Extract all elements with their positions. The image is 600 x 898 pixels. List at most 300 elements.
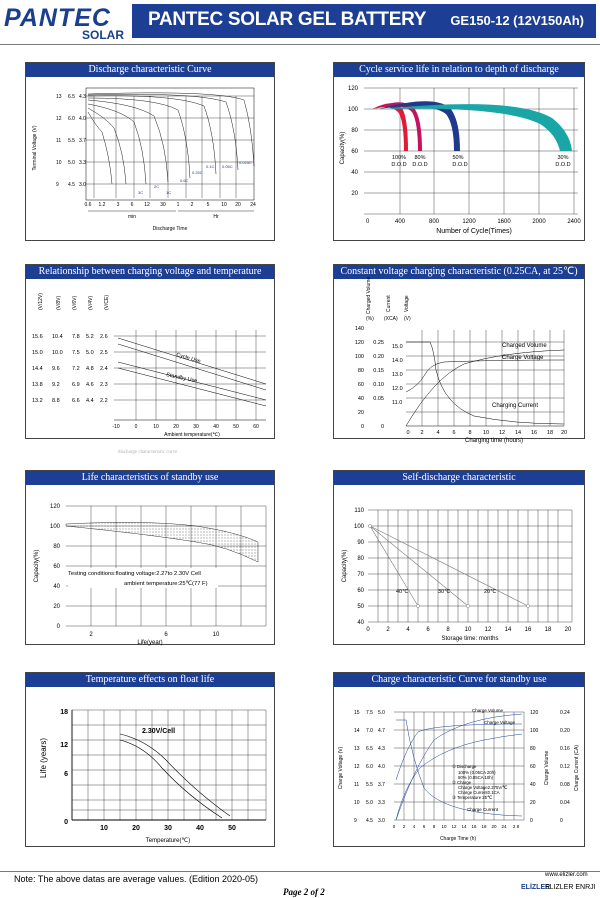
panel-constant-voltage <box>333 264 585 444</box>
ccv-volt-tick: 14.0 <box>392 358 403 364</box>
ccv-vol-tick: 140 <box>354 326 364 332</box>
discharge-min-label: min <box>127 214 137 220</box>
sd-ytick: 80 <box>357 556 364 562</box>
sd-ytick: 90 <box>357 540 364 546</box>
standby-band <box>66 522 258 562</box>
sc-ylabel-left: Charge Voltage (V) <box>338 746 344 790</box>
self-discharge-chart <box>334 486 584 644</box>
cycle-dod-pct: 30% <box>557 155 569 161</box>
ccv-xticks <box>406 430 567 436</box>
discharge-ytick: 4.0 <box>79 116 86 122</box>
cycle-xlabel: Number of Cycle(Times) <box>436 228 512 235</box>
sc-legend-line: ③ Temperature 25℃ <box>452 795 492 800</box>
sc-xtick: 20 <box>491 824 497 829</box>
float-life-chart <box>26 688 274 846</box>
sd-line-30 <box>370 526 468 606</box>
standby-ytick: 80 <box>53 544 60 550</box>
sc-lbl-current: Charge Current <box>467 807 499 812</box>
cycle-xtick: 2000 <box>532 219 546 225</box>
discharge-ytick: 5.5 <box>68 138 75 144</box>
ccv-volt-tick: 15.0 <box>392 344 403 350</box>
discharge-ytick: 10 <box>56 160 62 166</box>
cycle-dod-pct: 50% <box>452 155 464 161</box>
sc-xtick: 2 8 <box>512 824 520 829</box>
discharge-chart <box>26 78 274 240</box>
cycle-dod-text: D.O.D <box>452 162 468 168</box>
cv-xtick: 0 <box>134 424 138 430</box>
ccv-unit: (%) <box>366 316 374 322</box>
discharge-ytick: 12 <box>56 116 62 122</box>
discharge-ytick: 5.0 <box>68 160 75 166</box>
sd-xtick: 16 <box>524 627 532 633</box>
cycle-ytick: 40 <box>351 170 358 176</box>
cv-col-head: (V/12V) <box>38 293 44 310</box>
discharge-ytick: 3.0 <box>79 182 86 188</box>
ccv-cur-tick: 0.10 <box>373 382 384 388</box>
ccv-xtick: 2 <box>420 430 424 436</box>
discharge-curve <box>88 112 112 184</box>
cv-xtick: 60 <box>253 424 259 430</box>
ccv-volt-tick: 12.0 <box>392 386 403 392</box>
sc-cur-tick: 0 <box>560 818 563 824</box>
cv-cell: 15.0 <box>32 350 43 356</box>
sc-legend-line: Charge Current0.1CA <box>458 790 500 795</box>
panel-discharge <box>25 62 275 241</box>
cycle-ytick: 60 <box>351 149 358 155</box>
discharge-xtick: 1 <box>176 202 180 208</box>
sc-xtick: 8 <box>432 824 436 829</box>
sc-vol-tick: 120 <box>530 710 539 716</box>
ccv-vol-ticks <box>355 326 364 430</box>
sd-xtick: 18 <box>544 627 552 633</box>
brand-logo <box>4 4 126 40</box>
footer-brand-logo: ELİZLER <box>521 884 551 891</box>
sd-ytick: 100 <box>353 524 364 530</box>
cv-xticks <box>112 424 259 430</box>
cycle-xtick: 1200 <box>462 219 476 225</box>
panel-title: Self-discharge characteristic <box>334 471 584 485</box>
sc-left-tick: 3.3 <box>378 800 385 806</box>
ccv-cur-tick: 0.15 <box>373 368 384 374</box>
fl-xlabel: Temperature(℃) <box>145 838 191 844</box>
sc-lbl-voltage: Charge Voltage <box>484 720 516 725</box>
discharge-curve <box>88 94 238 170</box>
discharge-xtick: 20 <box>235 202 241 208</box>
ccv-xlabel: Charging time (hours) <box>464 438 524 444</box>
sc-left-tick: 6.5 <box>366 746 373 752</box>
footer-note: Note: The above datas are average values. (Edition 2020-05) <box>14 874 258 884</box>
sc-left-tick: 6.0 <box>366 764 373 770</box>
discharge-xticks <box>85 202 256 208</box>
standby-ytick: 0 <box>56 624 60 630</box>
sc-legend-line: 50% (0.05CA 10h) <box>458 775 494 780</box>
cv-cell: 2.4 <box>100 366 108 372</box>
ccv-cur-tick: 0.20 <box>373 354 384 360</box>
sc-cur-tick: 0.12 <box>560 764 570 770</box>
discharge-ytick: 6.5 <box>68 94 75 100</box>
fl-grid <box>72 710 266 820</box>
cv-cell: 7.5 <box>72 350 80 356</box>
page-number: Page 2 of 2 <box>283 887 325 897</box>
sc-xtick: 24 <box>501 824 507 829</box>
standby-ytick: 120 <box>49 504 60 510</box>
cv-cell: 13.8 <box>32 382 43 388</box>
fl-curves <box>120 734 230 818</box>
sd-temp-label: 40℃ <box>396 589 409 595</box>
sd-xtick: 6 <box>426 627 430 633</box>
cv-cell: 8.8 <box>52 398 60 404</box>
cycle-dod-text: D.O.D <box>412 162 428 168</box>
cv-col-heads <box>38 293 110 310</box>
sc-xtick: 10 <box>441 824 447 829</box>
sc-legend <box>452 764 507 800</box>
sd-temp-label: 20℃ <box>484 589 497 595</box>
sd-xlabel: Storage time: months <box>441 636 499 642</box>
sc-left-ticks <box>354 710 385 824</box>
sc-cur-tick: 0.08 <box>560 782 570 788</box>
cycle-xtick: 800 <box>428 219 440 225</box>
cv-cell: 6.9 <box>72 382 80 388</box>
standby-xtick: 6 <box>164 632 168 638</box>
cv-cell: 4.4 <box>86 398 94 404</box>
panel-title: Cycle service life in relation to depth of discharge <box>334 63 584 77</box>
cycle-ytick: 80 <box>351 128 358 134</box>
sc-vol-tick: 100 <box>530 728 539 734</box>
header-bar <box>132 4 596 38</box>
sd-yticks <box>354 508 365 626</box>
sd-grid <box>368 510 572 622</box>
standby-ytick: 60 <box>53 564 60 570</box>
discharge-yticks <box>56 94 86 188</box>
sc-left-tick: 15 <box>354 710 360 716</box>
ccv-xtick: 0 <box>406 430 410 436</box>
panel-title: Life characteristics of standby use <box>26 471 274 485</box>
discharge-ytick: 3.3 <box>79 160 86 166</box>
sd-xticks <box>366 627 572 633</box>
ccv-cur-tick: 0.25 <box>373 340 384 346</box>
sc-xtick: 12 <box>451 824 457 829</box>
discharge-ytick: 6.0 <box>68 116 75 122</box>
discharge-xtick: 0.6 <box>84 202 92 208</box>
fl-xtick: 10 <box>100 825 108 832</box>
cycle-dod-pct: 100% <box>391 155 407 161</box>
discharge-curve-label: 2C <box>154 184 160 189</box>
cv-cell: 4.6 <box>86 382 94 388</box>
sc-legend-line: 100% (0.05CA 20h) <box>458 770 496 775</box>
standby-ytick: 100 <box>49 524 60 530</box>
sc-cur-tick: 0.04 <box>560 800 570 806</box>
discharge-ytick: 4.3 <box>79 94 86 100</box>
ccv-lbl-current: Charging Current <box>492 403 539 409</box>
discharge-xtick: 5 <box>206 202 210 208</box>
panel-title: Charge characteristic Curve for standby use <box>334 673 584 687</box>
ccv-vol-tick: 20 <box>357 410 364 416</box>
sc-legend-line: Charge Voltage2.275V/℃ <box>458 785 508 790</box>
footer-divider <box>0 871 600 872</box>
ccv-vol-tick: 40 <box>357 396 364 402</box>
sc-cur-ticks <box>560 710 570 824</box>
sd-ytick: 70 <box>357 572 364 578</box>
standby-ytick: 40 <box>53 584 60 590</box>
panel-title: Discharge characteristic Curve <box>26 63 274 77</box>
faint-caption: discharge characteristic curve <box>118 450 178 455</box>
sc-vol-tick: 40 <box>530 782 536 788</box>
discharge-xtick: 10 <box>221 202 227 208</box>
ccv-xtick: 4 <box>436 430 440 436</box>
sc-legend-line: ① Discharge <box>452 764 477 769</box>
discharge-curve-labels <box>138 160 252 195</box>
panel-title: Temperature effects on float life <box>26 673 274 687</box>
panel-charging-voltage <box>25 264 275 439</box>
cv-xtick: 20 <box>173 424 179 430</box>
fl-xtick: 20 <box>132 825 140 832</box>
sd-xtick: 8 <box>446 627 450 633</box>
fl-yticks <box>60 709 68 826</box>
standby-ytick: 20 <box>53 604 60 610</box>
ccv-vol-tick: 0 <box>360 424 364 430</box>
cv-col-head: (V/8V) <box>56 295 62 310</box>
standby-xtick: 10 <box>212 632 220 638</box>
cv-cell: 2.2 <box>100 398 108 404</box>
cv-xtick: -10 <box>112 424 120 430</box>
panel-standby <box>25 470 275 645</box>
ccv-cur-tick: 0.05 <box>373 396 384 402</box>
sc-left-tick: 4.5 <box>366 818 373 824</box>
cycle-dod-text: D.O.D <box>555 162 571 168</box>
sd-xtick: 0 <box>366 627 370 633</box>
cv-cell: 7.2 <box>72 366 80 372</box>
fl-xticks <box>100 825 236 832</box>
sc-left-tick: 3.7 <box>378 782 385 788</box>
standby-yticks <box>50 504 61 630</box>
sd-xtick: 20 <box>564 627 572 633</box>
discharge-curve-label: 3C <box>138 190 144 195</box>
fl-xtick: 50 <box>228 825 236 832</box>
cv-cell: 6.6 <box>72 398 80 404</box>
sc-cur-tick: 0.16 <box>560 746 570 752</box>
cycle-band-100 <box>372 103 408 151</box>
cycle-xtick: 400 <box>394 219 406 225</box>
cycle-chart <box>334 78 584 240</box>
ccv-volume-curve <box>406 350 564 426</box>
cv-cell: 4.8 <box>86 366 94 372</box>
footer-brand-name: ELIZLER ENRJI <box>545 884 596 891</box>
fl-ytick: 12 <box>60 742 68 749</box>
standby-note-1: Testing conditions:floating voltage:2.27to 2.30V Cell <box>68 571 201 577</box>
cycle-ytick: 20 <box>351 191 358 197</box>
cv-rows <box>32 334 108 404</box>
cv-cycle-use: Cycle Use <box>175 352 202 365</box>
sc-xtick: 6 <box>422 824 426 829</box>
sd-ytick: 60 <box>357 588 364 594</box>
discharge-xtick: 2 <box>190 202 194 208</box>
sc-vol-tick: 0 <box>530 818 533 824</box>
standby-chart <box>26 486 274 644</box>
sc-xtick: 2 <box>402 824 406 829</box>
panel-float-life <box>25 672 275 847</box>
cv-cell: 9.6 <box>52 366 60 372</box>
ccv-lbl-volume: Charged Volume <box>502 343 547 349</box>
discharge-curve <box>88 100 168 182</box>
footer-website[interactable]: www.elizler.com <box>545 872 588 878</box>
fl-curve-label: 2.30V/Cell <box>142 728 176 735</box>
sc-left-tick: 4.3 <box>378 746 385 752</box>
panel-title: Constant voltage charging characteristic (0.25CA, at 25℃) <box>334 265 584 279</box>
sc-xtick: 14 <box>461 824 467 829</box>
discharge-curve-label: 0.05C <box>222 164 233 169</box>
fl-ytick: 0 <box>64 819 68 826</box>
cv-xtick: 30 <box>193 424 199 430</box>
cv-cell: 7.8 <box>72 334 80 340</box>
discharge-ytick: 4.5 <box>68 182 75 188</box>
discharge-ytick: 3.7 <box>79 138 86 144</box>
cycle-ytick: 120 <box>347 86 358 92</box>
sc-vol-tick: 60 <box>530 764 536 770</box>
ccv-volt-tick: 13.0 <box>392 372 403 378</box>
cv-cell: 5.0 <box>86 350 94 356</box>
ccv-volt-tick: 11.0 <box>392 400 403 406</box>
discharge-ylabel: Terminal Voltage (V) <box>32 125 38 171</box>
sc-left-tick: 13 <box>354 746 360 752</box>
sc-lbl-volume: Charge Volume <box>472 708 504 713</box>
sd-ylabel: Capacity(%) <box>342 549 348 583</box>
cycle-xtick: 2400 <box>567 219 581 225</box>
ccv-xtick: 14 <box>514 430 522 436</box>
fl-ytick: 18 <box>60 709 68 716</box>
sc-xtick: 18 <box>481 824 487 829</box>
cv-col-head: (V/CE) <box>104 295 110 310</box>
ccv-vol-tick: 120 <box>354 340 364 346</box>
discharge-ytick: 11 <box>56 138 62 144</box>
sd-xtick: 4 <box>406 627 410 633</box>
sd-ytick: 110 <box>354 508 364 514</box>
sc-left-tick: 5.0 <box>366 800 373 806</box>
fl-ylabel: Life (years) <box>39 737 48 779</box>
sc-vol-tick: 80 <box>530 746 536 752</box>
ccv-xtick: 10 <box>482 430 490 436</box>
sd-ytick: 40 <box>357 620 364 626</box>
sc-xtick: 16 <box>471 824 477 829</box>
logo-subtitle: SOLAR <box>82 28 124 42</box>
ccv-volt-ticks <box>392 344 403 406</box>
cv-col-head: (V/6V) <box>72 295 78 310</box>
sc-left-tick: 7.0 <box>366 728 373 734</box>
ccv-head-current: Current <box>386 295 392 312</box>
sc-left-tick: 14 <box>354 728 360 734</box>
cycle-yticks <box>348 86 359 197</box>
sc-left-tick: 9 <box>354 818 357 824</box>
cv-cell: 2.5 <box>100 350 108 356</box>
cv-xtick: 50 <box>233 424 239 430</box>
ccv-heads <box>366 277 411 322</box>
discharge-ytick: 13 <box>56 94 62 100</box>
ccv-xtick: 8 <box>468 430 472 436</box>
cv-cell: 9.2 <box>52 382 60 388</box>
page-title: PANTEC SOLAR GEL BATTERY <box>148 9 427 30</box>
sc-left-tick: 5.0 <box>378 710 385 716</box>
sc-xtick: 4 <box>412 824 416 829</box>
discharge-curve-label: 1C <box>166 190 172 195</box>
sd-temp-label: 30℃ <box>438 589 451 595</box>
model-label: GE150-12 (12V150Ah) <box>450 13 584 28</box>
sd-point <box>466 604 469 607</box>
cycle-xticks <box>395 219 581 225</box>
cv-grid <box>114 330 266 420</box>
discharge-curve <box>88 96 216 174</box>
sc-left-tick: 3.0 <box>378 818 385 824</box>
discharge-curve-label: 0.025C <box>239 160 252 165</box>
discharge-curve <box>88 104 146 184</box>
fl-curve-lower <box>120 740 222 818</box>
sc-xlabel: Charge Time (h) <box>439 836 477 842</box>
ccv-vol-tick: 100 <box>354 354 364 360</box>
panel-standby-charge <box>333 672 585 847</box>
discharge-xtick: 30 <box>160 202 166 208</box>
cv-cell: 2.6 <box>100 334 108 340</box>
sd-xtick: 2 <box>386 627 390 633</box>
sc-left-tick: 4.7 <box>378 728 385 734</box>
discharge-curve-label: 0.25C <box>192 170 203 175</box>
sc-cur-tick: 0.24 <box>560 710 570 716</box>
sc-cur-tick: 0.20 <box>560 728 570 734</box>
sc-vol-tick: 20 <box>530 800 536 806</box>
ccv-xtick: 6 <box>452 430 456 436</box>
sd-xtick: 12 <box>484 627 492 633</box>
discharge-curves <box>88 93 254 184</box>
ccv-head-voltage: Voltage <box>404 295 410 312</box>
sd-point <box>416 604 419 607</box>
discharge-ytick: 9 <box>56 182 59 188</box>
standby-xticks <box>89 632 220 638</box>
sc-left-tick: 7.5 <box>366 710 373 716</box>
discharge-curve <box>88 108 126 184</box>
cv-col-head: (V/4V) <box>88 295 94 310</box>
standby-ylabel: Capacity(%) <box>34 549 40 583</box>
cycle-ytick: 100 <box>347 107 358 113</box>
sc-legend-line: ② Charge <box>452 780 472 785</box>
ccv-xtick: 20 <box>560 430 568 436</box>
discharge-curve <box>88 93 254 166</box>
ccv-head-volume: Charged Volume <box>366 276 372 314</box>
cv-standby-use: Standby Use <box>165 372 198 385</box>
cv-xtick: 40 <box>213 424 219 430</box>
cv-cell: 10.4 <box>52 334 63 340</box>
header-divider <box>0 44 600 45</box>
cycle-dod-pct: 80% <box>414 155 426 161</box>
cv-cell: 14.4 <box>32 366 43 372</box>
standby-charge-chart <box>334 688 584 846</box>
ccv-unit: (V) <box>404 316 411 322</box>
discharge-xtick: 3 <box>116 202 120 208</box>
sc-left-tick: 4.0 <box>378 764 385 770</box>
cycle-dod-text: D.O.D <box>391 162 407 168</box>
discharge-frame <box>86 88 254 200</box>
sc-left-tick: 10 <box>354 800 360 806</box>
sc-ylabel-cur: Charge Current (CA) <box>574 744 580 792</box>
sc-left-tick: 12 <box>354 764 360 770</box>
discharge-xtick: 24 <box>250 202 256 208</box>
cycle-xtick-zero: 0 <box>366 219 370 225</box>
sc-left-tick: 11 <box>354 782 360 788</box>
cv-xlabel: Ambient temperature(℃) <box>164 432 220 438</box>
constant-voltage-chart <box>334 276 584 444</box>
ccv-unit: (XCA) <box>384 316 398 322</box>
ccv-cur-ticks <box>373 340 384 430</box>
ccv-cur-tick: 0 <box>380 424 384 430</box>
cv-cell: 15.6 <box>32 334 43 340</box>
discharge-xtick: 6 <box>130 202 134 208</box>
panel-self-discharge <box>333 470 585 645</box>
